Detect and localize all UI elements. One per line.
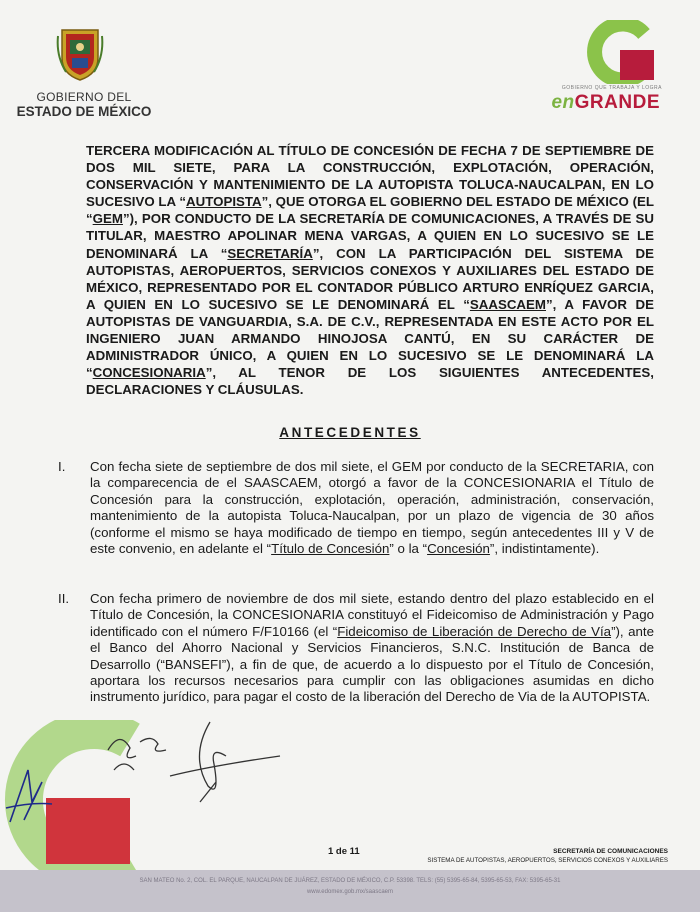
paragraph-number: I. [58, 459, 66, 474]
footer-address: SAN MATEO No. 2, COL. EL PARQUE, NAUCALPAN DE JUÁREZ, ESTADO DE MÉXICO, C.P. 53398. TELS: (55) 5395-65-84, 5395-65-53, FAX: 5395-65-31 [139, 878, 561, 884]
signature-left [2, 762, 62, 832]
government-name-line1: GOBIERNO DEL [36, 90, 132, 104]
section-heading: ANTECEDENTES [279, 425, 421, 440]
state-seal-logo [56, 26, 104, 82]
brand-slogan: GOBIERNO QUE TRABAJA Y LOGRA [561, 85, 662, 91]
term-titulo-de-concesion: Título de Concesión [271, 541, 390, 557]
term-gem: GEM [92, 211, 123, 227]
term-concesion: Concesión [427, 541, 490, 557]
signature-right [150, 716, 300, 806]
term-autopista: AUTOPISTA [186, 194, 262, 210]
footer-subdepartment: SISTEMA DE AUTOPISTAS, AEROPUERTOS, SERVICIOS CONEXOS Y AUXILIARES [427, 857, 668, 864]
paragraph-antecedente-2: Con fecha primero de noviembre de dos mil siete, estando dentro del plazo establecido en el Título de Concesión, la CONCESIONARIA constituyó el Fideicomiso de Administración y Pago identificado con el número F/F10166 (el “Fideicomiso de Liberación de Derecho de Vía”), ante el Banco del Ahorro Nacional y Servicios Financieros, S.N.C. Institución de Banca de Desarrollo (“BANSEFI”), a fin de que, de acuerdo a lo dispuesto por el Título de Concesión, aportara los recursos necesarios para cumplir con las obligaciones asumidas en dicho instrumento jurídico, para pagar el costo de la liberación del Derecho de Via de la AUTOPISTA. [90, 591, 654, 705]
document-title: TERCERA MODIFICACIÓN AL TÍTULO DE CONCESIÓN DE FECHA 7 DE SEPTIEMBRE DE DOS MIL SIETE, PARA LA CONSTRUCCIÓN, EXPLOTACIÓN, OPERACIÓN, CONSERVACIÓN Y MANTENIMIENTO DE LA AUTOPISTA TOLUCA-NAUCALPAN, EN LO SUCESIVO LA “AUTOPISTA”, QUE OTORGA EL GOBIERNO DEL ESTADO DE MÉXICO (EL “GEM”), POR CONDUCTO DE LA SECRETARÍA DE COMUNICACIONES, A TRAVÉS DE SU TITULAR, MAESTRO APOLINAR MENA VARGAS, A QUIEN EN LO SUCESIVO SE LE DENOMINARÁ LA “SECRETARÍA”, CON LA PARTICIPACIÓN DEL SISTEMA DE AUTOPISTAS, AEROPUERTOS, SERVICIOS CONEXOS Y AUXILIARES DEL ESTADO DE MÉXICO, REPRESENTADO POR EL CONTADOR PÚBLICO ARTURO ENRÍQUEZ GARCIA, A QUIEN EN LO SUCESIVO SE LE DENOMINARÁ EL “SAASCAEM”, A FAVOR DE AUTOPISTAS DE VANGUARDIA, S.A. DE C.V., REPRESENTADA EN ESTE ACTO POR EL INGENIERO JUAN ARMANDO HINOJOSA CANTÚ, EN SU CARÁCTER DE ADMINISTRADOR ÚNICO, A QUIEN EN LO SUCESIVO SE LE DENOMINARÁ LA “CONCESIONARIA”, AL TENOR DE LOS SIGUIENTES ANTECEDENTES, DECLARACIONES Y CLÁUSULAS. [86, 143, 654, 398]
term-secretaria: SECRETARÍA [227, 245, 313, 261]
paragraph-number: II. [58, 591, 70, 606]
brand-grande: GRANDE [574, 92, 660, 113]
engrande-g-logo [582, 20, 658, 84]
term-concesionaria: CONCESIONARIA [92, 365, 206, 381]
page-number: 1 de 11 [328, 846, 360, 857]
paragraph-antecedente-1: Con fecha siete de septiembre de dos mil siete, el GEM por conducto de la SECRETARIA, con la comparecencia de el SAASCAEM, otorgó a favor de la CONCESIONARIA el Título de Concesión para la construcción, explotación, operación, administración, conservación, mantenimiento de la autopista Toluca-Naucalpan, por un plazo de vigencia de 30 años (conforme el mismo se haya modificado de tiempo en tiempo, según antecedentes III y V de este convenio, en adelante el “Título de Concesión” o la “Concesión”, indistintamente). [90, 459, 654, 557]
footer-website: www.edomex.gob.mx/saascaem [306, 889, 394, 895]
brand-wordmark [528, 92, 660, 114]
term-fideicomiso: Fideicomiso de Liberación de Derecho de Vía [337, 623, 612, 639]
term-saascaem: SAASCAEM [469, 296, 546, 312]
footer-department: SECRETARÍA DE COMUNICACIONES [553, 848, 668, 855]
brand-en: en [551, 92, 575, 113]
government-name-line2: ESTADO DE MÉXICO [16, 104, 152, 119]
